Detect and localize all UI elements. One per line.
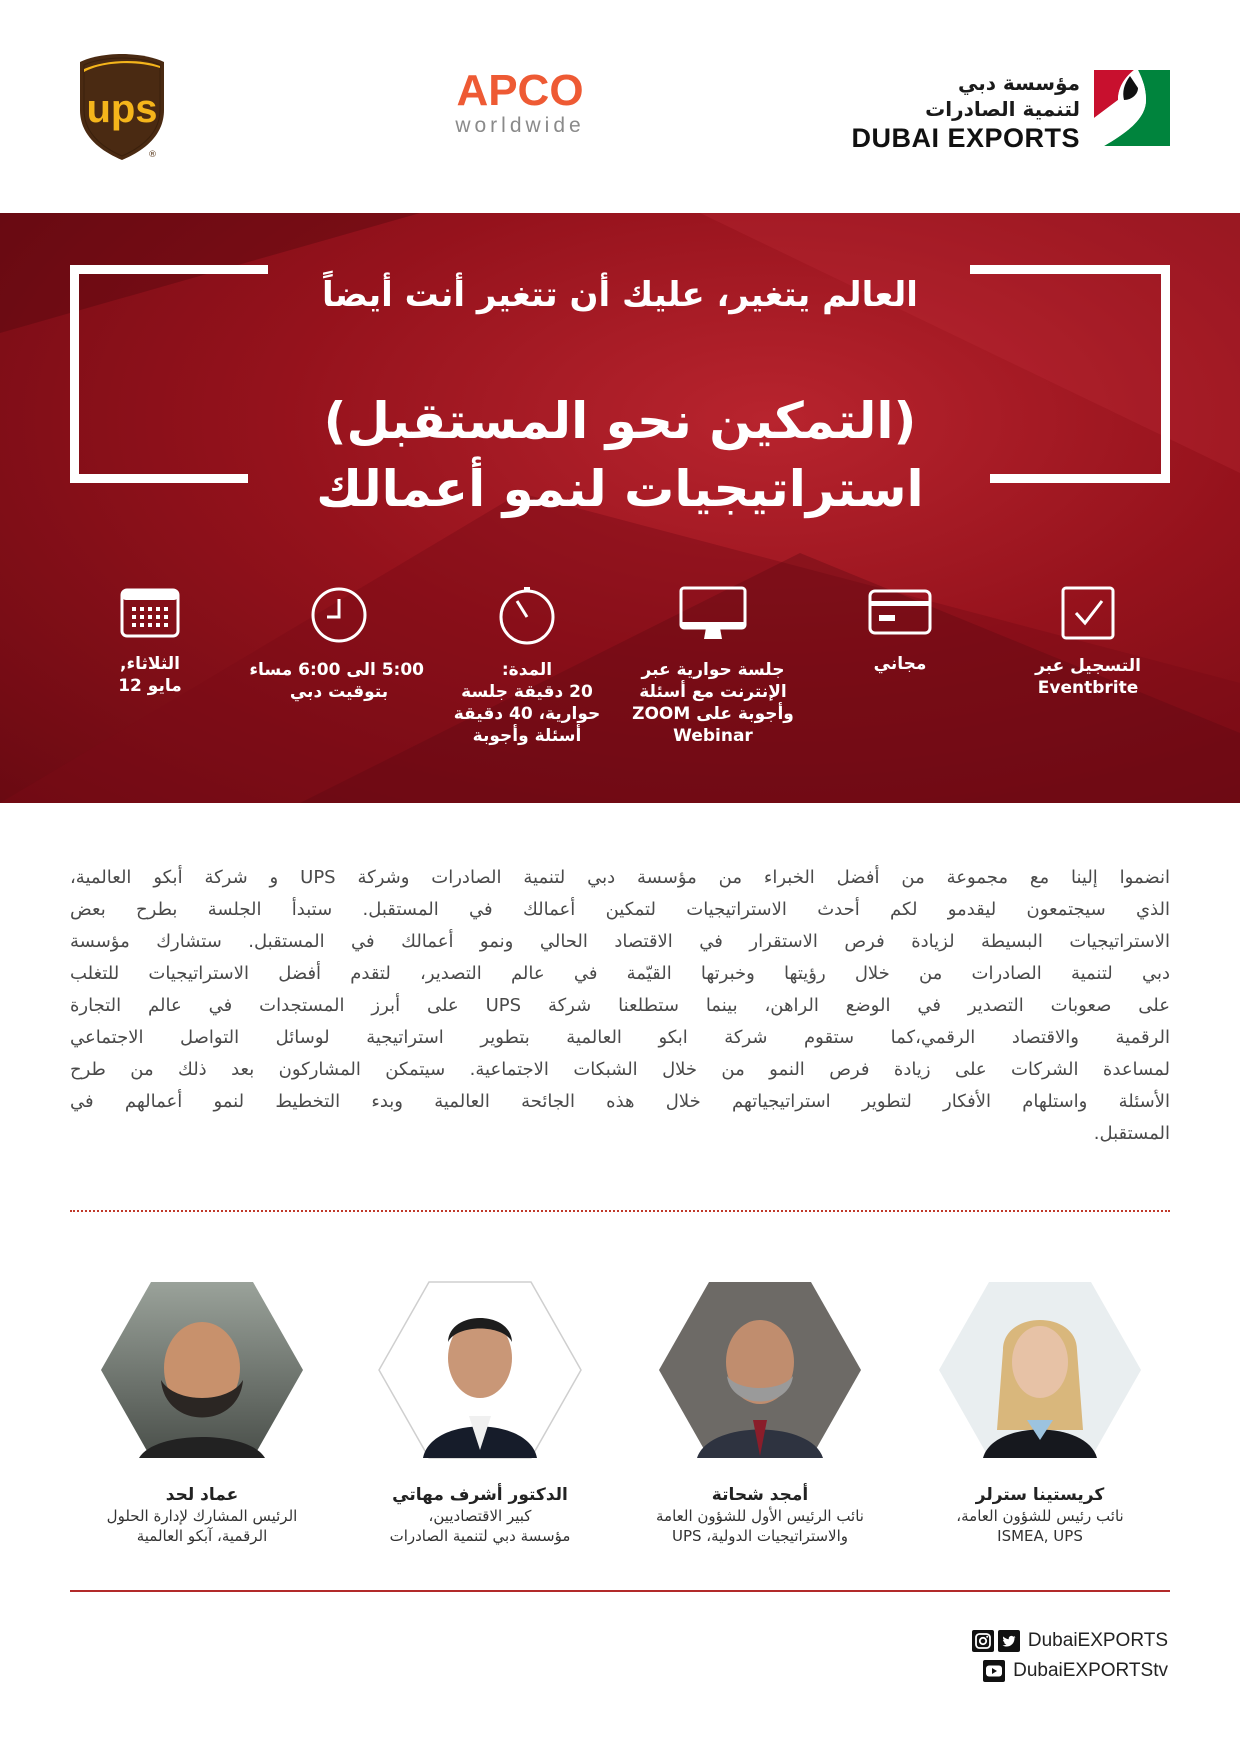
description-paragraph: انضموا إلينا مع مجموعة من أفضل الخبراء من مؤسسة دبي لتنمية الصادرات وشركة UPS و شركة أبكو العالمية، الذي سيجتمعون ليقدمو لكم أحدث الاستراتيجيات لتمكين أعمالك في المستقبل. ستبدأ الجلسة بطرح بعض الاستراتيجيات البسيطة لزيادة فرص الاستقرار في الاقتصاد الحالي ونمو أعمالك في المستقبل. ستشارك مؤسسة دبي لتنمية الصادرات من خلال رؤيتها وخبرتها القيّمة في عالم التصدير، لتقدم أفضل الاستراتيجيات للتغلب على صعوبات التصدير في الوضع الراهن، بينما ستطلعنا شركة UPS على أبرز المستجدات في عالم التجارة الرقمية والاقتصاد الرقمي،كما ستقوم شركة ابكو العالمية بتطوير استراتيجية لوسائل التواصل الاجتماعي لمساعدة الشركات على زيادة فرص النمو من خلال الشبكات الاجتماعية. سيتمكن المشاركون بعد ذلك من طرح الأسئلة واستلهام الأفكار لتطوير استراتيجياتهم خلال هذه الجائحة العالمية وبدء التخطيط لنمو أعمالهم في المستقبل. (70, 867, 1171, 1144)
apco-logo-name: APCO (456, 66, 584, 115)
speaker-card (350, 1280, 610, 1546)
ups-logo-text: ups (86, 87, 158, 131)
hero-title-line1: (التمكين نحو المستقبل) (323, 392, 917, 450)
info-text-format: جلسة حوارية عبر الإنترنت مع أسئلة وأجوبة على ZOOM Webinar (632, 660, 794, 746)
apco-logo (440, 68, 600, 138)
info-text-time: 5:00 الى 6:00 مساء بتوقيت دبي (249, 660, 424, 702)
hero-title-line2: استراتيجيات لنمو أعمالك (316, 460, 924, 518)
instagram-icon[interactable] (972, 1630, 994, 1652)
timer-icon (497, 585, 557, 645)
hero-tagline: العالم يتغير، عليك أن تتغير أنت أيضاً (322, 275, 918, 315)
speaker-photo-hexagon (99, 1280, 305, 1460)
ups-registered-mark: ® (148, 150, 157, 160)
dubai-exports-arabic-line1: مؤسسة دبي (957, 71, 1080, 95)
dubai-exports-arabic-line2: لتنمية الصادرات (925, 97, 1080, 121)
speaker-title: كبير الاقتصاديين، مؤسسة دبي لتنمية الصادرات (389, 1507, 571, 1545)
apco-logo-sub: worldwide (455, 114, 585, 137)
calendar-icon (120, 585, 180, 639)
info-item-format (628, 585, 798, 747)
speaker-name: كريستينا سترلر (975, 1485, 1105, 1505)
speaker-card (72, 1280, 332, 1546)
card-icon (867, 585, 933, 639)
speaker-name: الدكتور أشرف مهاتي (392, 1485, 568, 1505)
speaker-card (910, 1280, 1170, 1546)
info-item-date (65, 585, 235, 697)
clock-icon (309, 585, 369, 645)
info-item-time (249, 585, 424, 703)
speaker-photo-hexagon (657, 1280, 863, 1460)
monitor-icon (678, 585, 748, 645)
social-handle-primary[interactable]: DubaiEXPORTS (1027, 1630, 1168, 1651)
youtube-icon[interactable] (983, 1660, 1005, 1682)
speaker-title: نائب الرئيس الأول للشؤون العامة والاستراتيجيات الدولية، UPS (656, 1507, 864, 1545)
ups-logo (76, 52, 168, 162)
info-item-register (1003, 585, 1173, 699)
dubai-exports-english: DUBAI EXPORTS (851, 123, 1080, 153)
speaker-title: الرئيس المشارك لإدارة الحلول الرقمية، آبكو العالمية (106, 1507, 298, 1545)
twitter-icon[interactable] (998, 1630, 1020, 1652)
footer-divider (70, 1590, 1170, 1592)
dubai-exports-logo (851, 70, 1080, 154)
checkbox-icon (1060, 585, 1116, 641)
info-text-date: الثلاثاء, مايو 12 (118, 654, 182, 696)
speaker-title: نائب رئيس للشؤون العامة، ISMEA, UPS (956, 1507, 1124, 1545)
info-text-register: التسجيل عبر Eventbrite (1035, 656, 1141, 698)
hero-banner (0, 213, 1240, 803)
speaker-photo-hexagon (377, 1280, 583, 1460)
speaker-card (630, 1280, 890, 1546)
speaker-name: عماد لحد (165, 1485, 239, 1505)
info-text-price: مجاني (873, 654, 927, 674)
social-row-instagram-twitter (968, 1630, 1168, 1652)
dotted-divider (70, 1210, 1170, 1212)
social-handle-youtube[interactable]: DubaiEXPORTStv (1013, 1660, 1168, 1681)
speaker-name: أمجد شحاتة (711, 1485, 809, 1505)
info-text-duration: المدة: 20 دقيقة جلسة حوارية، 40 دقيقة أسئلة وأجوبة (453, 660, 601, 746)
social-row-youtube (979, 1660, 1168, 1682)
dubai-exports-mark-icon (1094, 70, 1170, 146)
speaker-photo-hexagon (937, 1280, 1143, 1460)
info-item-duration (442, 585, 612, 747)
info-item-price (815, 585, 985, 675)
